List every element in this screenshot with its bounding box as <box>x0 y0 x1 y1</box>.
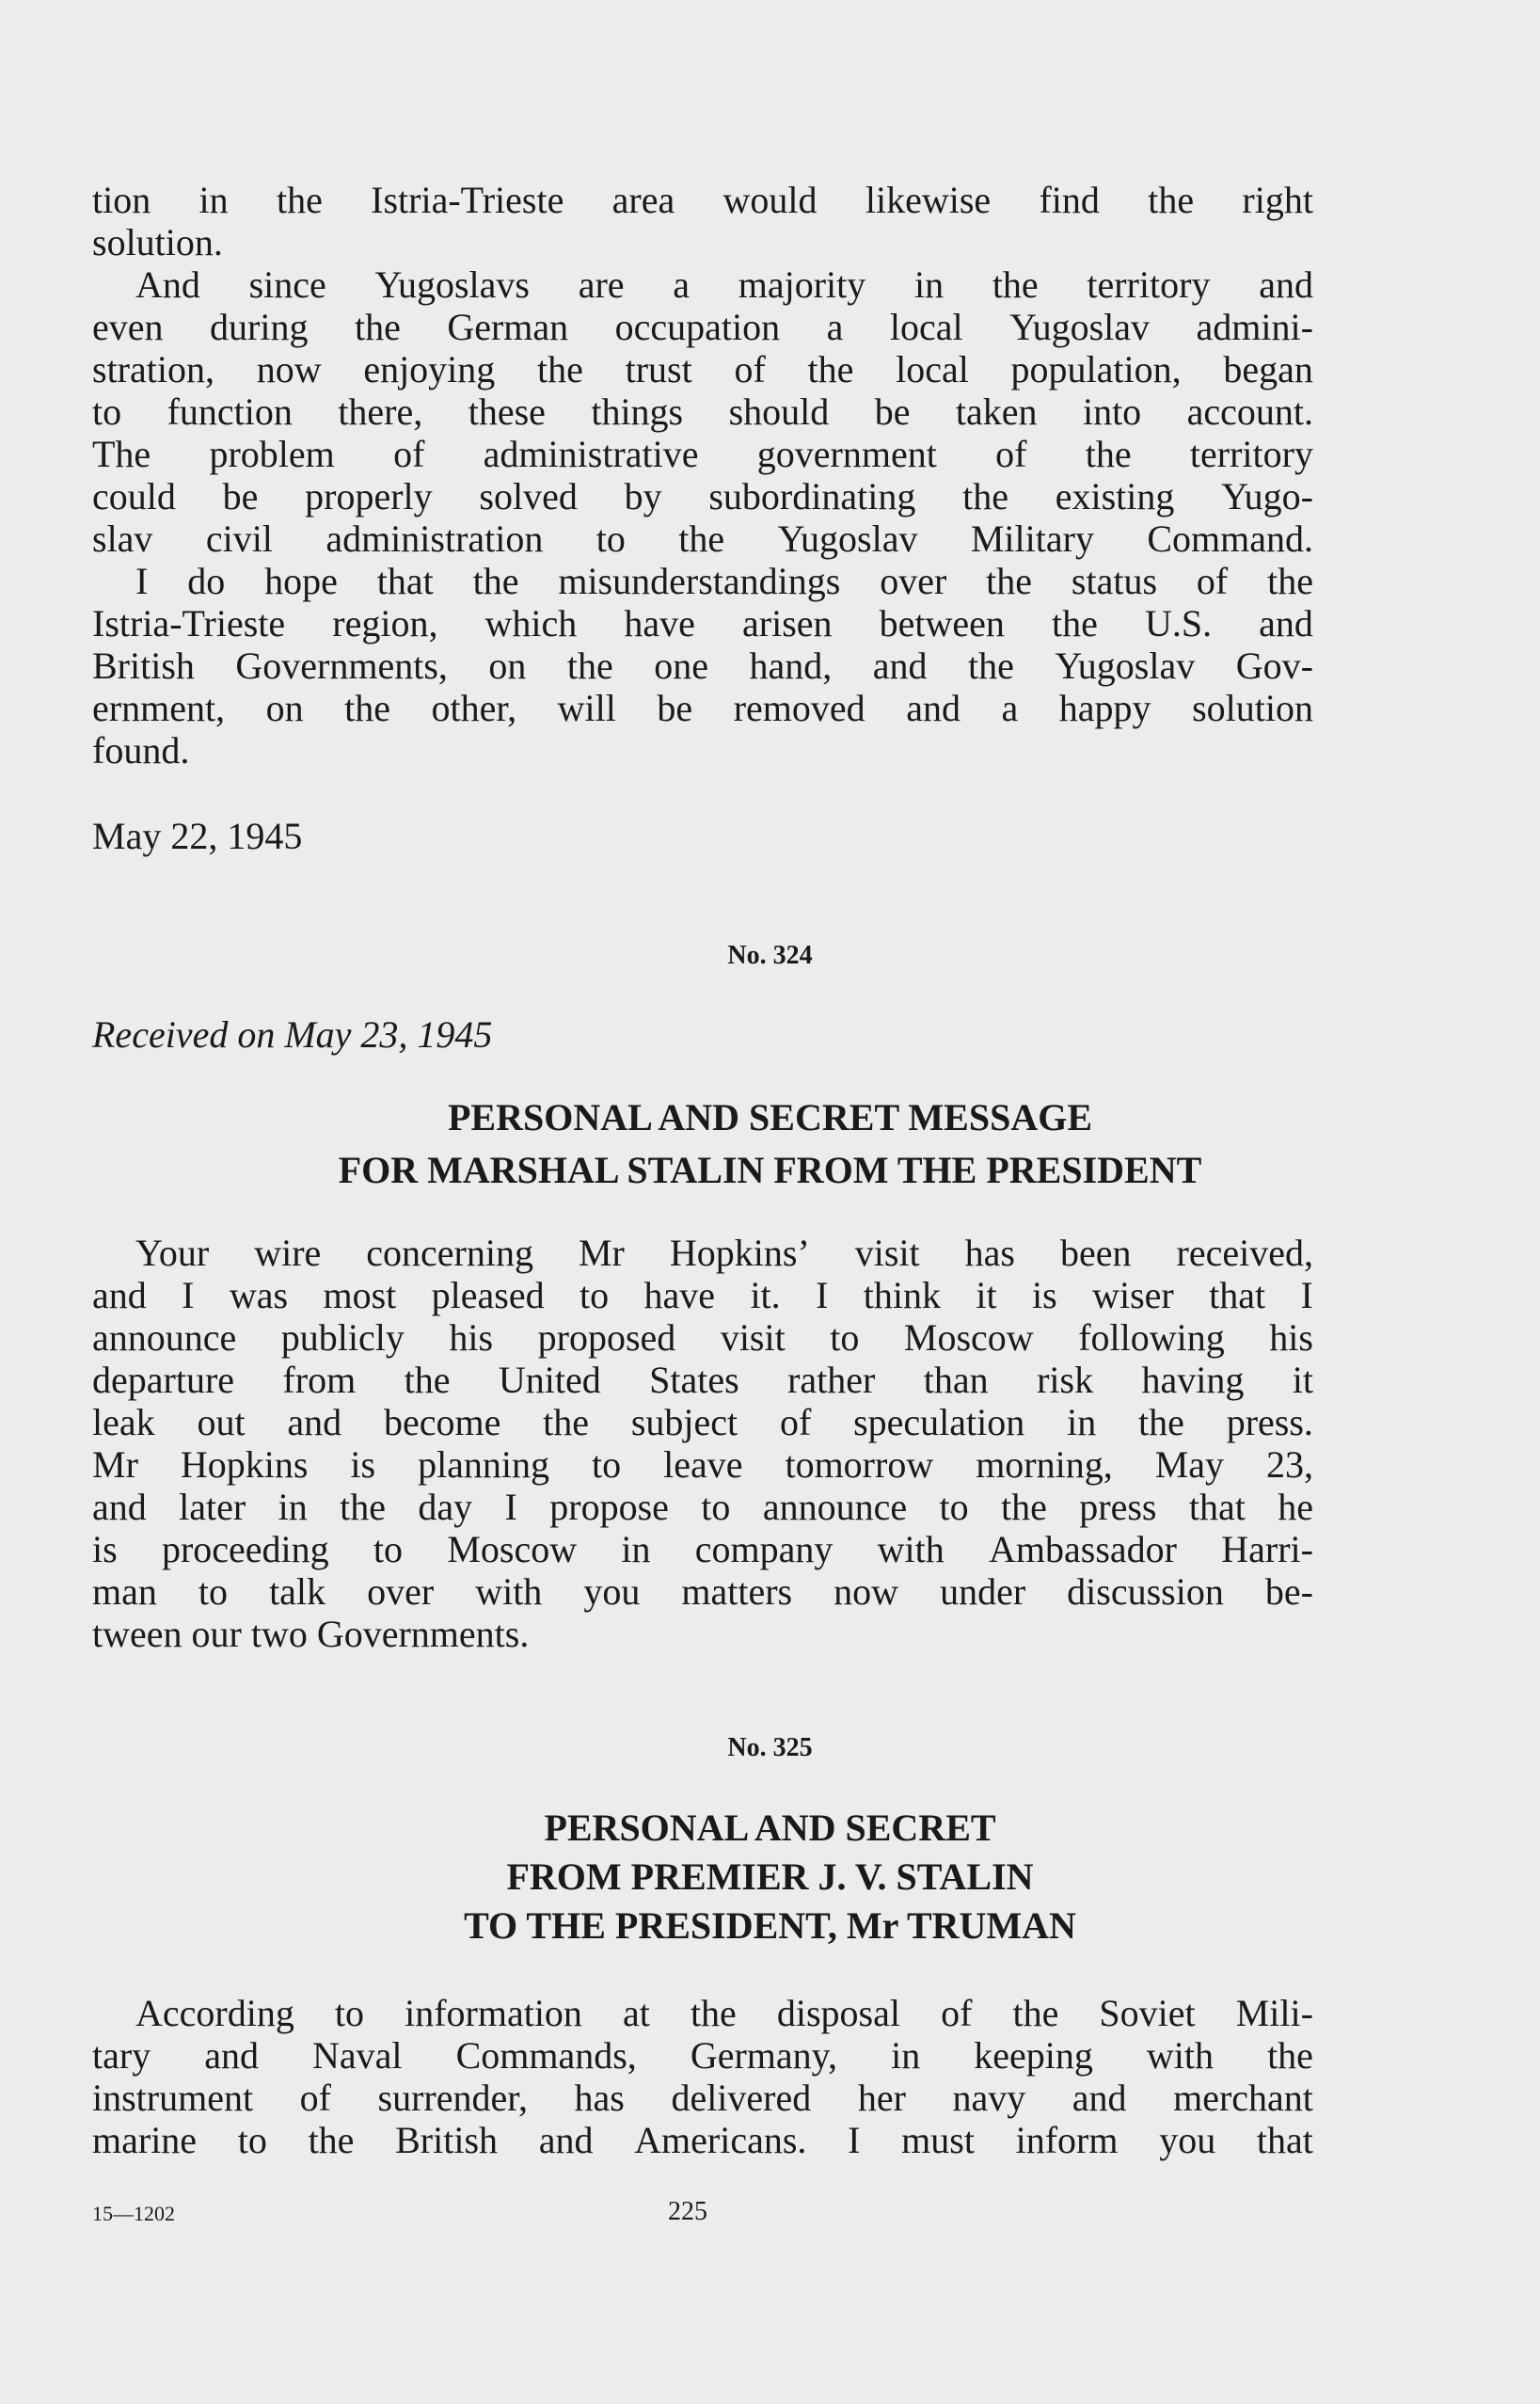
signature-mark: 15—1202 <box>92 2202 175 2225</box>
text-line: man to talk over with you matters now under discussion be- <box>92 1570 1313 1613</box>
page-number: 225 <box>668 2197 707 2226</box>
text-line: Mr Hopkins is planning to leave tomorrow morning, May 23, <box>92 1443 1313 1486</box>
text-line: British Governments, on the one hand, and the Yugoslav Gov- <box>92 645 1313 687</box>
document-number-325: No. 325 <box>727 1733 813 1762</box>
text-line: and I was most pleased to have it. I think it is wiser that I <box>92 1274 1313 1316</box>
text-line: I do hope that the misunderstandings over the status of the <box>135 560 1313 602</box>
text-line: marine to the British and Americans. I must inform you that <box>92 2119 1313 2161</box>
letter-date: May 22, 1945 <box>92 815 303 857</box>
text-line: tion in the Istria-Trieste area would likewise find the right <box>92 179 1313 221</box>
text-line: departure from the United States rather than risk having it <box>92 1359 1313 1401</box>
text-line: Your wire concerning Mr Hopkins’ visit has been received, <box>135 1232 1313 1274</box>
text-line: even during the German occupation a local Yugoslav admini- <box>92 306 1313 348</box>
text-line: stration, now enjoying the trust of the local population, began <box>92 348 1313 390</box>
text-line: to function there, these things should be taken into account. <box>92 390 1313 433</box>
text-line: tary and Naval Commands, Germany, in keeping with the <box>92 2034 1313 2077</box>
heading-line: FOR MARSHAL STALIN FROM THE PRESIDENT <box>338 1149 1202 1191</box>
heading-line: FROM PREMIER J. V. STALIN <box>506 1855 1034 1898</box>
heading-324 <box>0 1093 1540 1195</box>
received-date: Received on May 23, 1945 <box>92 1013 493 1056</box>
text-line: instrument of surrender, has delivered her navy and merchant <box>92 2077 1313 2119</box>
text-line: solution. <box>92 221 223 263</box>
text-line: announce publicly his proposed visit to Moscow following his <box>92 1316 1313 1359</box>
heading-line: TO THE PRESIDENT, Mr TRUMAN <box>464 1904 1076 1947</box>
message-body-324 <box>92 1232 1313 1655</box>
text-line: According to information at the disposal of the Soviet Mili- <box>135 1992 1313 2034</box>
text-line: The problem of administrative government of the territory <box>92 433 1313 475</box>
document-number-324: No. 324 <box>727 941 813 970</box>
message-body-325 <box>92 1992 1313 2161</box>
text-line: is proceeding to Moscow in company with Ambassador Harri- <box>92 1528 1313 1570</box>
text-line: and later in the day I propose to announce to the press that he <box>92 1486 1313 1528</box>
heading-line: PERSONAL AND SECRET MESSAGE <box>448 1096 1092 1138</box>
text-line: ernment, on the other, will be removed and a happy solution <box>92 687 1313 729</box>
text-line: And since Yugoslavs are a majority in the territory and <box>135 263 1313 306</box>
text-line: slav civil administration to the Yugoslav Military Command. <box>92 517 1313 560</box>
heading-line: PERSONAL AND SECRET <box>544 1807 996 1849</box>
text-line: leak out and become the subject of speculation in the press. <box>92 1401 1313 1443</box>
text-line: could be properly solved by subordinating the existing Yugo- <box>92 475 1313 517</box>
paragraph-misunderstandings <box>92 560 1313 772</box>
heading-325 <box>0 1804 1540 1950</box>
paragraph-continuation <box>92 179 1313 263</box>
paragraph-yugoslav-administration <box>92 263 1313 560</box>
text-line: Istria-Trieste region, which have arisen between the U.S. and <box>92 602 1313 645</box>
text-line: found. <box>92 729 190 772</box>
text-line: tween our two Governments. <box>92 1613 530 1655</box>
